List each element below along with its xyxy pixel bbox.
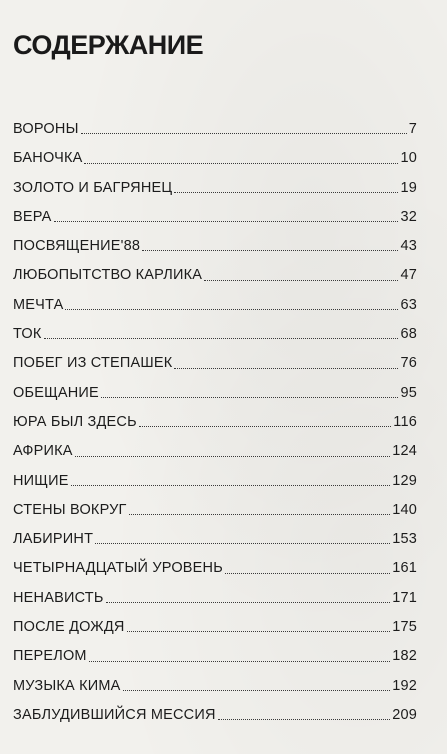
- toc-entry-title: СТЕНЫ ВОКРУГ: [13, 501, 127, 518]
- toc-entry-page: 19: [400, 179, 417, 196]
- toc-entry-title: ПОСЛЕ ДОЖДЯ: [13, 619, 125, 636]
- toc-entry-page: 32: [400, 208, 417, 225]
- toc-entry-title: МУЗЫКА КИМА: [13, 677, 121, 694]
- toc-dot-leader: [129, 514, 391, 515]
- toc-entry: [13, 584, 417, 613]
- toc-dot-leader: [127, 631, 391, 632]
- toc-entry: [13, 408, 417, 437]
- toc-entry: [13, 261, 417, 290]
- toc-entry: [13, 437, 417, 466]
- toc-entry-title: МЕЧТА: [13, 296, 64, 313]
- toc-entry-page: 140: [392, 501, 417, 518]
- toc-entry: [13, 174, 417, 203]
- toc-entry-page: 192: [392, 677, 417, 694]
- toc-entry-page: 161: [392, 560, 417, 577]
- toc-dot-leader: [44, 338, 399, 339]
- toc-entry-page: 47: [400, 267, 417, 284]
- toc-entry: [13, 115, 417, 144]
- toc-entry-page: 76: [400, 355, 417, 372]
- toc-entry-page: 209: [392, 706, 417, 723]
- toc-entry: [13, 232, 417, 261]
- toc-entry-page: 182: [392, 648, 417, 665]
- toc-dot-leader: [225, 573, 390, 574]
- toc-entry-title: ВОРОНЫ: [13, 121, 79, 137]
- toc-entry-page: 116: [393, 413, 417, 430]
- toc-entry-title: НЕНАВИСТЬ: [13, 589, 104, 606]
- toc-entry: [13, 525, 417, 554]
- toc-entry: [13, 496, 417, 525]
- toc-entry-page: 7: [408, 121, 417, 137]
- toc-entry-title: БАНОЧКА: [13, 150, 83, 167]
- toc-entry: [13, 672, 417, 701]
- toc-dot-leader: [81, 133, 407, 134]
- toc-dot-leader: [101, 397, 399, 398]
- table-of-contents: [13, 115, 417, 730]
- toc-dot-leader: [123, 690, 391, 691]
- toc-entry: [13, 203, 417, 232]
- toc-dot-leader: [139, 426, 391, 427]
- toc-entry-page: 171: [392, 589, 417, 606]
- toc-entry: [13, 701, 417, 730]
- toc-entry-page: 175: [392, 619, 417, 636]
- toc-dot-leader: [204, 280, 398, 281]
- toc-dot-leader: [84, 163, 398, 164]
- toc-entry-title: ТОК: [13, 326, 42, 343]
- toc-dot-leader: [89, 661, 390, 662]
- toc-dot-leader: [95, 543, 390, 544]
- toc-entry-page: 43: [400, 238, 417, 255]
- toc-entry-title: ПОБЕГ ИЗ СТЕПАШЕК: [13, 355, 173, 372]
- toc-dot-leader: [174, 192, 398, 193]
- toc-dot-leader: [106, 602, 391, 603]
- page-title: СОДЕРЖАНИЕ: [13, 30, 204, 60]
- toc-entry: [13, 291, 417, 320]
- toc-entry-title: ВЕРА: [13, 208, 52, 225]
- toc-entry: [13, 379, 417, 408]
- toc-entry: [13, 144, 417, 173]
- toc-entry-title: ОБЕЩАНИЕ: [13, 384, 99, 401]
- toc-entry-page: 95: [400, 384, 417, 401]
- toc-dot-leader: [142, 250, 398, 251]
- toc-entry-page: 63: [400, 296, 417, 313]
- toc-dot-leader: [218, 719, 391, 720]
- toc-dot-leader: [65, 309, 398, 310]
- toc-entry-title: АФРИКА: [13, 443, 73, 460]
- toc-entry: [13, 642, 417, 671]
- toc-entry-title: ЮРА БЫЛ ЗДЕСЬ: [13, 413, 137, 430]
- toc-entry: [13, 467, 417, 496]
- toc-entry-page: 10: [400, 150, 417, 167]
- toc-entry-title: НИЩИЕ: [13, 472, 69, 489]
- toc-entry-page: 124: [392, 443, 417, 460]
- toc-entry-title: ПЕРЕЛОМ: [13, 648, 87, 665]
- toc-entry-page: 68: [400, 326, 417, 343]
- toc-entry: [13, 613, 417, 642]
- toc-dot-leader: [174, 368, 398, 369]
- toc-entry-title: ЧЕТЫРНАДЦАТЫЙ УРОВЕНЬ: [13, 560, 223, 577]
- toc-entry-title: ЛЮБОПЫТСТВО КАРЛИКА: [13, 267, 203, 284]
- toc-dot-leader: [75, 456, 391, 457]
- toc-entry-page: 129: [392, 472, 417, 489]
- toc-entry: [13, 320, 417, 349]
- toc-entry-title: ЗАБЛУДИВШИЙСЯ МЕССИЯ: [13, 706, 216, 723]
- toc-dot-leader: [71, 485, 391, 486]
- toc-entry-page: 153: [392, 531, 417, 548]
- toc-dot-leader: [54, 221, 399, 222]
- toc-entry: [13, 554, 417, 583]
- toc-entry-title: ПОСВЯЩЕНИЕ'88: [13, 238, 141, 255]
- toc-entry-title: ЛАБИРИНТ: [13, 531, 94, 548]
- toc-entry: [13, 349, 417, 378]
- toc-entry-title: ЗОЛОТО И БАГРЯНЕЦ: [13, 179, 173, 196]
